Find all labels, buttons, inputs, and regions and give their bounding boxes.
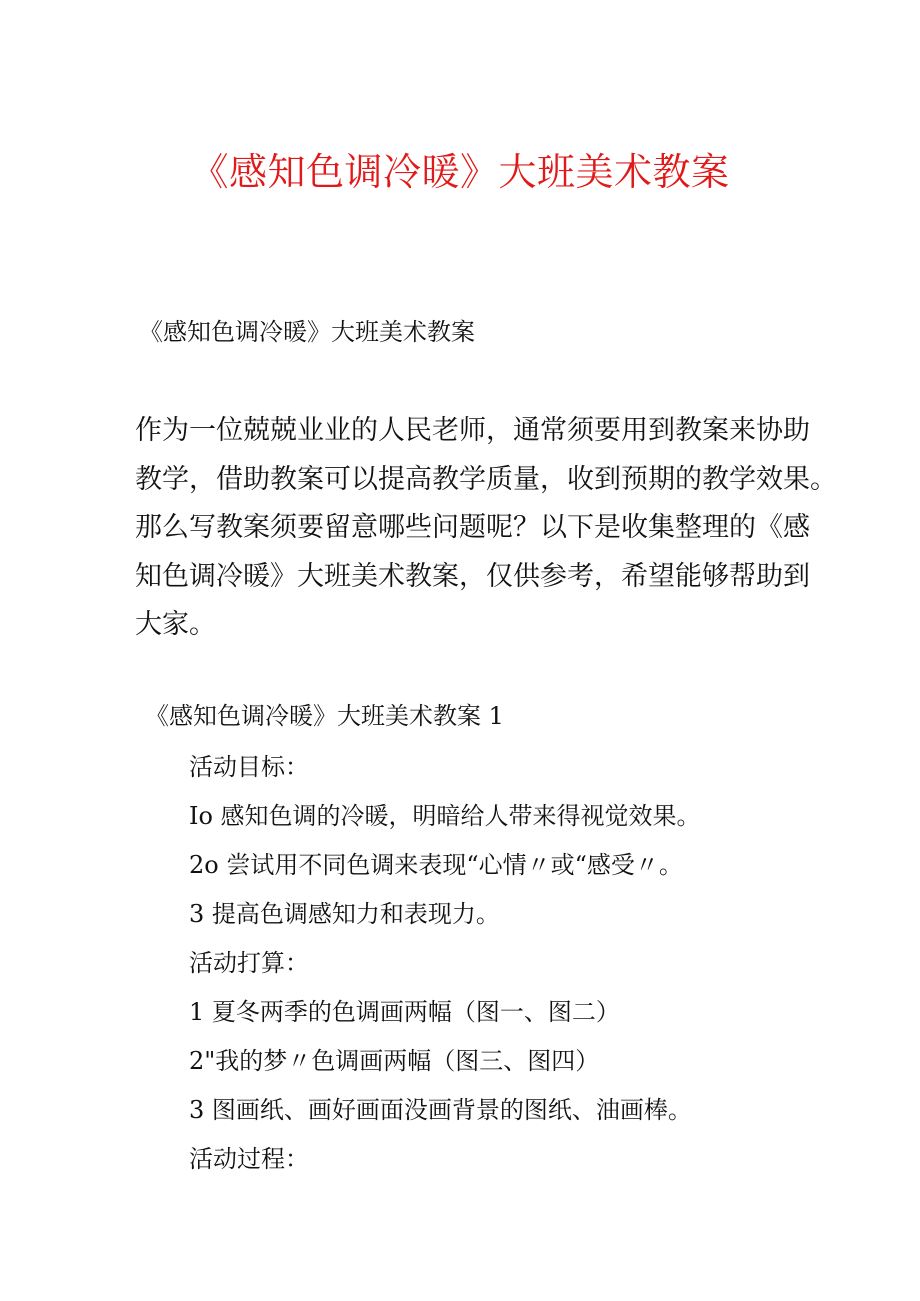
preparation-item: 3 图画纸、画好画面没画背景的图纸、油画棒。 xyxy=(189,1096,692,1124)
document-title: 《感知色调冷暖》大班美术教案 xyxy=(190,150,730,194)
preparation-item: 1 夏冬两季的色调画两幅（图一、图二） xyxy=(189,998,620,1026)
lesson-content xyxy=(189,743,701,1184)
section-heading: 《感知色调冷暖》大班美术教案 1 xyxy=(145,702,504,730)
goal-item: 2o 尝试用不同色调来表现“心情〃或“感受〃。 xyxy=(189,851,683,879)
intro-line: 知色调冷暖》大班美术教案，仅供参考，希望能够帮助到 xyxy=(135,560,810,592)
goal-item: 3 提高色调感知力和表现力。 xyxy=(189,900,500,928)
preparation-heading: 活动打算： xyxy=(189,949,309,977)
process-heading: 活动过程： xyxy=(189,1145,309,1173)
document-subtitle: 《感知色调冷暖》大班美术教案 xyxy=(139,318,475,346)
preparation-item: 2"我的梦〃色调画两幅（图三、图四） xyxy=(189,1047,600,1075)
intro-line: 那么写教案须要留意哪些问题呢？以下是收集整理的《感 xyxy=(135,512,810,543)
intro-line: 大家。 xyxy=(135,609,216,640)
intro-paragraph xyxy=(135,407,837,650)
goals-heading: 活动目标： xyxy=(189,753,309,781)
goal-item: Io 感知色调的冷暖，明暗给人带来得视觉效果。 xyxy=(189,802,701,830)
intro-line: 作为一位兢兢业业的人民老师，通常须要用到教案来协助 xyxy=(135,415,810,446)
intro-line: 教学，借助教案可以提高教学质量，收到预期的教学效果。 xyxy=(135,463,837,495)
